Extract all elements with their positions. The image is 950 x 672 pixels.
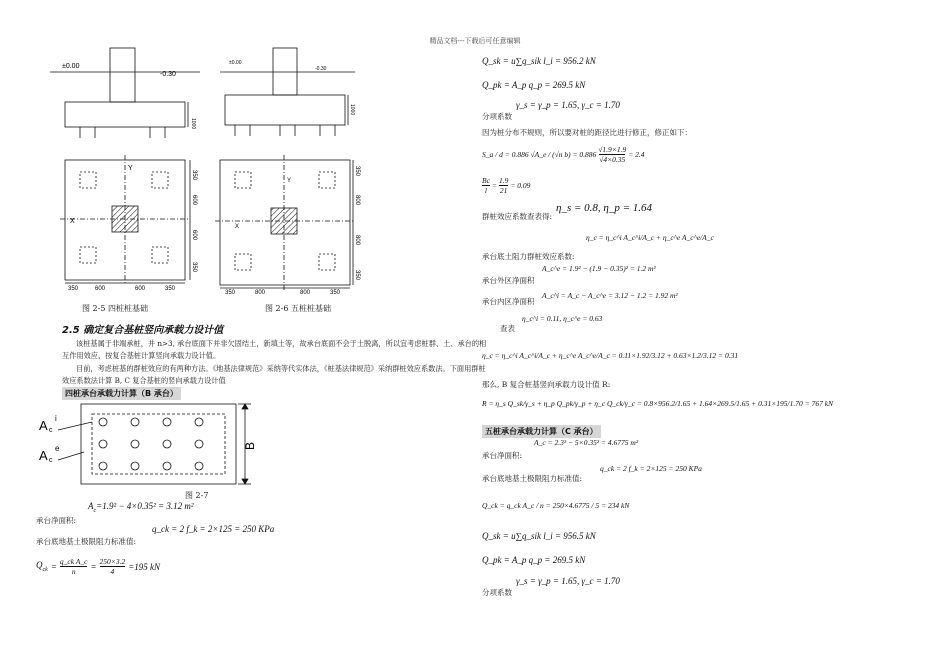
c-platform-heading: 五桩承台承载力计算（C 承台） bbox=[482, 425, 601, 438]
c-net-eq: A_c = 2.3² − 5×0.35² = 4.6775 m² bbox=[534, 438, 639, 447]
c-qc-eq: Q_ck = q_ck A_c / n = 250×4.6775 / 5 = 234 kN bbox=[482, 501, 630, 510]
dim-h-1: 800 bbox=[255, 290, 266, 296]
dim-b-label: B bbox=[243, 441, 257, 450]
b-net-area-label: 承台净面积: bbox=[36, 516, 77, 525]
group-label: 群桩效应系数查表得: bbox=[482, 212, 553, 221]
dim-h-0: 350 bbox=[225, 290, 236, 296]
axis-x-label: X bbox=[235, 224, 240, 230]
figure-2-5-caption: 图 2-5 四桩桩基础 bbox=[82, 304, 148, 313]
outer-label: 承台外区净面积 bbox=[482, 276, 535, 285]
r-eq: R = η_s Q_sk/γ_s + η_p Q_pk/γ_p + η_c Q_ck/γ_c = 0.8×956.2/1.65 + 1.64×269.5/1.65 + 0.31×195/1.70 = 767 kN bbox=[482, 399, 834, 408]
elevation-label-right: -0.30 bbox=[315, 66, 327, 72]
outer-eq: A_c^e = 1.9² − (1.9 − 0.35)² = 1.2 m² bbox=[542, 264, 656, 273]
group-eq: η_s = 0.8, η_p = 1.64 bbox=[556, 202, 653, 214]
page-header: 精品文档---下载后可任意编辑 bbox=[429, 37, 521, 45]
irregular-note: 因为桩分布不规则，所以要对桩的距径比进行修正，修正如下： bbox=[482, 128, 692, 137]
figure-2-6-caption: 图 2-6 五桩桩基础 bbox=[265, 304, 331, 313]
bc-eq: $\frac{Bc}{l}$ = $\frac{1.9}{21}$ = 0.09 bbox=[482, 176, 531, 195]
area-ai-sup: i bbox=[55, 414, 57, 423]
dim-v-3: 350 bbox=[354, 270, 360, 281]
c-net-label: 承台净面积: bbox=[482, 451, 523, 460]
qsk-eq: Q_sk = u∑q_sik l_i = 956.2 kN bbox=[482, 56, 596, 66]
c-qck-label: 承台底地基土极限阻力标准值: bbox=[482, 474, 583, 483]
c-gamma-eq: γ_s = γ_p = 1.65, γ_c = 1.70 bbox=[516, 576, 620, 586]
b-qck-label: 承台底地基土极限阻力标准值: bbox=[36, 537, 137, 546]
area-ai-sub: c bbox=[49, 427, 53, 434]
c-qpk-eq: Q_pk = A_p q_p = 269.5 kN bbox=[482, 555, 586, 565]
section-title: 2.5 确定复合基桩竖向承载力设计值 bbox=[62, 325, 224, 336]
c-gamma-label: 分项系数 bbox=[482, 588, 512, 597]
base-label: 承台底土阻力群桩效应系数: bbox=[482, 252, 575, 261]
axis-y-label: Y bbox=[128, 165, 133, 172]
gamma-eq: γ_s = γ_p = 1.65, γ_c = 1.70 bbox=[516, 100, 620, 110]
lookup-eq: η_c^i = 0.11, η_c^e = 0.63 bbox=[522, 314, 603, 323]
dim-v-1: 800 bbox=[354, 195, 360, 206]
dim-h-2: 800 bbox=[300, 290, 311, 296]
sa-eq: S_a / d = 0.886 √A_e / (√n b) = 0.886 $\frac{√1.9\times 1.9}{√4\times 0.35}$ = 2.4 bbox=[482, 145, 645, 164]
dim-v-1: 600 bbox=[191, 195, 197, 206]
column-section bbox=[110, 48, 135, 102]
eta-c-eq: η_c = η_c^i A_c^i/A_c + η_c^e A_c^e/A_c bbox=[586, 233, 714, 242]
dim-v-3: 350 bbox=[191, 262, 197, 273]
r-label: 那么, B 复合桩基竖向承载力设计值 R: bbox=[482, 380, 611, 389]
depth-label: 1000 bbox=[349, 104, 355, 116]
area-ae-sup: e bbox=[55, 444, 60, 453]
elevation-label-right: -0.30 bbox=[160, 71, 176, 78]
elevation-label-left: ±0.00 bbox=[229, 60, 242, 66]
c-qck-eq: q_ck = 2 f_k = 2×125 = 250 KPa bbox=[600, 464, 702, 473]
qpk-eq: Q_pk = A_p q_p = 269.5 kN bbox=[482, 80, 586, 90]
b-net-area-eq: $A_c=1.9^2 - 4\times 0.35^2 = 3.12$ m² bbox=[88, 501, 194, 514]
dim-v-0: 350 bbox=[354, 166, 360, 177]
axis-y-label: Y bbox=[287, 178, 292, 184]
b-platform-heading: 四桩承台承载力计算（B 承台） bbox=[62, 387, 181, 400]
figure-2-5 bbox=[40, 40, 210, 290]
area-ae-sub: c bbox=[49, 457, 53, 464]
inner-label: 承台内区净面积 bbox=[482, 297, 535, 306]
dim-h-2: 600 bbox=[135, 286, 146, 290]
dim-h-1: 600 bbox=[95, 286, 106, 290]
b-qck-eq: q_ck = 2 f_k = 2×125 = 250 KPa bbox=[152, 524, 275, 534]
axis-x-label: X bbox=[70, 218, 75, 225]
section-paragraph-2: 目前，考虑桩基的群桩效应的有两种方法。《地基法律规范》采纳等代实体法，《桩基法律规范》采纳群桩效应系数法。下面用群桩效应系数法计算 B, C 复合基桩的竖向承载力设计值 bbox=[62, 364, 486, 385]
c-qsk-eq: Q_sk = u∑q_sik l_i = 956.5 kN bbox=[482, 531, 596, 541]
area-ai-label: A bbox=[39, 418, 48, 433]
figure-2-6 bbox=[215, 40, 365, 296]
dim-h-3: 350 bbox=[330, 290, 341, 296]
lookup-label: 查表 bbox=[500, 324, 515, 333]
pile-cap-section bbox=[65, 102, 185, 127]
inner-eq: A_c^i = A_c − A_c^e = 3.12 − 1.2 = 1.92 m² bbox=[542, 291, 678, 300]
figure-2-7-caption: 图 2-7 bbox=[185, 491, 209, 500]
gamma-label: 分项系数 bbox=[482, 112, 512, 121]
dim-v-2: 600 bbox=[191, 230, 197, 241]
eta-c-full-eq: η_c = η_c^i A_c^i/A_c + η_c^e A_c^e/A_c = 0.11×1.92/3.12 + 0.63×1.2/3.12 = 0.31 bbox=[482, 351, 739, 360]
dim-v-0: 350 bbox=[191, 170, 197, 181]
dim-h-3: 350 bbox=[165, 286, 176, 290]
depth-label: 1000 bbox=[190, 118, 196, 130]
figure-2-7 bbox=[36, 398, 266, 488]
area-ae-label: A bbox=[39, 448, 48, 463]
dim-h-0: 350 bbox=[68, 286, 79, 290]
elevation-label-left: ±0.00 bbox=[62, 63, 80, 70]
b-qc-eq: $Q_{ck}$ = $\frac{\text{q\_ck A\_c}}{n}$ = $\frac{250\times 3.2}{4}$ =195 kN bbox=[36, 557, 161, 576]
dim-v-2: 800 bbox=[354, 235, 360, 246]
section-paragraph-1: 该桩基属于非端承桩，并 n>3, 承台底面下并非欠固结土，新填土等，故承台底面不会于土脱离，所以宜考虑桩群、土、承台的相互作用效应，按复合基桩计算竖向承载力设计值。 bbox=[62, 339, 487, 360]
